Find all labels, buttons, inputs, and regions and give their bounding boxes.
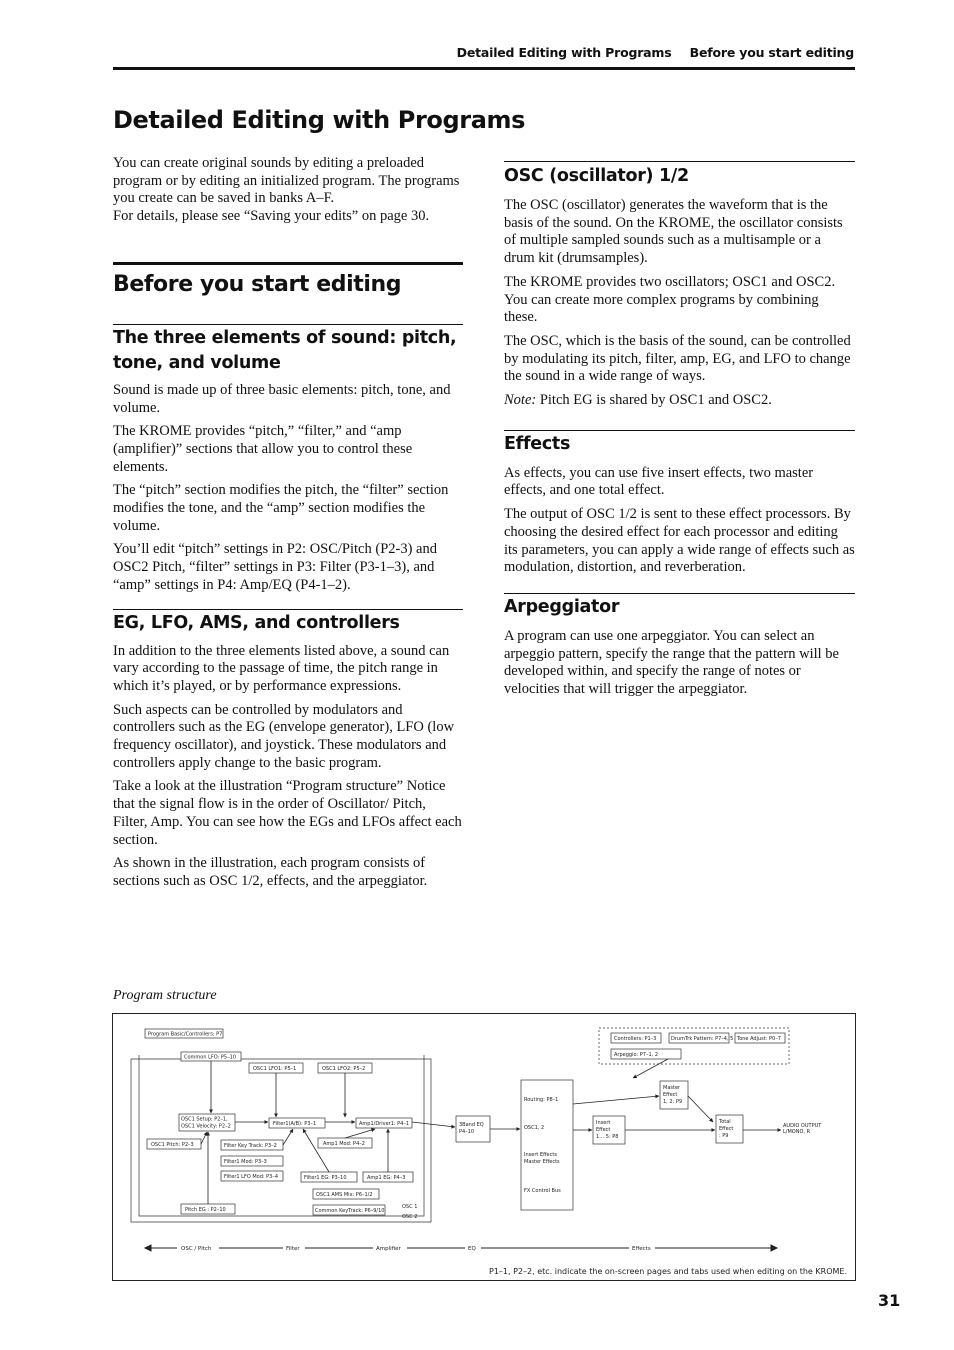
section-filter: Filter [286,1246,300,1252]
running-head-section: Before you start editing [689,45,854,60]
subsection-title-three-elements: The three elements of sound: pitch, tone, and volume [113,327,457,373]
program-basic-box [145,1029,223,1038]
page-number: 31 [878,1291,901,1310]
amp1-eg-box [363,1172,413,1182]
paragraph: Sound is made up of three basic elements: pitch, tone, and volume. [113,381,451,416]
filter1-mod-box [221,1156,283,1166]
filter1-eg-box [301,1172,357,1182]
diagram-svg [113,1014,855,1280]
drumtrk-box [669,1033,733,1043]
note-label: Note: [504,392,537,409]
note [504,392,855,410]
section-effects: Effects [632,1246,651,1252]
common-keytrack-box [313,1205,385,1215]
svg-text:Filter1(A/B): P3–1: Filter1(A/B): P3–1 [273,1121,317,1127]
section-eq: EQ [468,1246,476,1252]
svg-text:Amp1 Mod: P4–2: Amp1 Mod: P4–2 [323,1141,365,1147]
band-eq-box [456,1116,490,1142]
paragraph: A program can use one arpeggiator. You can select an arpeggio pattern, specify the range that the pattern will be developed within, and specify the range of notes or velocities that will trigger the arpeggiator. [504,627,839,698]
subsection-rule [504,593,855,594]
svg-text:FX Control Bus: FX Control Bus [524,1188,561,1194]
svg-text:DrumTrk Pattern: P7–4, 5: DrumTrk Pattern: P7–4, 5 [671,1036,734,1042]
routing-box [521,1080,573,1210]
header-rule [113,67,855,70]
svg-text:OSC1 Velocity: P2–2: OSC1 Velocity: P2–2 [181,1123,231,1130]
svg-text:Arpeggio: P7–1, 2: Arpeggio: P7–1, 2 [614,1052,659,1058]
amp1-box [356,1118,412,1128]
section-osc-pitch: OSC / Pitch [181,1246,212,1252]
svg-text:Master Effects: Master Effects [524,1159,560,1165]
svg-text:Insert: Insert [596,1120,611,1126]
osc1-ams-mix-box [313,1189,379,1199]
svg-text:Filter1 LFO Mod: P3–4: Filter1 LFO Mod: P3–4 [224,1174,279,1180]
total-effect-box [716,1115,743,1143]
svg-text:Effect: Effect [663,1092,678,1098]
svg-text:OSC1 LFO2: P5–2: OSC1 LFO2: P5–2 [322,1066,366,1072]
paragraph: The OSC (oscillator) generates the waveform that is the basis of the sound. On the KROME, the oscillator consists of multiple sampled sounds such as a multisample or a drum kit (drumsamples). [504,197,843,267]
svg-text:Program Basic/Controllers: P7: Program Basic/Controllers: P7 [148,1031,223,1038]
svg-text:3Band EQ: 3Band EQ [459,1122,484,1128]
controllers-box [611,1033,661,1043]
paragraph: The KROME provides “pitch,” “filter,” and “amp (amplifier)” sections that allow you to control these elements. [113,423,413,475]
osc1-setup-box [179,1114,235,1131]
paragraph: The “pitch” section modifies the pitch, the “filter” section modifies the tone, and the “amp” section modifies the volume. [113,482,449,534]
paragraph: In addition to the three elements listed above, a sound can vary according to the passage of time, the pitch range in which it’s played, or by performance expressions. [113,642,450,694]
master-effect-box [660,1081,688,1109]
tone-adjust-box [735,1033,785,1043]
program-structure-diagram [112,1013,856,1281]
svg-text:OSC1 Pitch: P2–3: OSC1 Pitch: P2–3 [151,1142,194,1148]
svg-text:Filter Key Track: P3–2: Filter Key Track: P3–2 [224,1143,277,1149]
osc1-lfo1-box [249,1063,303,1073]
paragraph: You’ll edit “pitch” settings in P2: OSC/Pitch (P2-3) and OSC2 Pitch, “filter” settings in P3: Filter (P3-1–3), and “amp” settings in P4: Amp/EQ (P4-1–2). [113,541,437,593]
paragraph: Such aspects can be controlled by modulators and controllers such as the EG (envelope generator), LFO (low frequency oscillator), and joystick. These modulators and controllers apply change to the basic program. [113,701,455,771]
osc1-pitch-box [147,1139,201,1149]
amp1-mod-box [318,1138,372,1148]
subsection-title-arpeggiator: Arpeggiator [504,596,620,617]
paragraph: As shown in the illustration, each program consists of sections such as OSC 1/2, effects, and the arpeggiator. [113,855,428,889]
section-axis [145,1245,777,1251]
osc2-label: OSC 2 [402,1214,418,1220]
svg-text:Master: Master [663,1085,681,1091]
subsection-title-osc: OSC (oscillator) 1/2 [504,166,689,186]
note-text: Pitch EG is shared by OSC1 and OSC2. [536,392,772,409]
filter1-box [269,1118,325,1128]
page-title: Detailed Editing with Programs [113,106,525,134]
svg-text:P4–10: P4–10 [459,1129,475,1135]
svg-text:OSC1 Setup: P2–1,: OSC1 Setup: P2–1, [181,1116,228,1123]
section-amplifier: Amplifier [376,1246,401,1252]
osc1-frame [139,1055,424,1216]
svg-text:Filter1 EG: P3–10: Filter1 EG: P3–10 [304,1175,347,1181]
paragraph: The KROME provides two oscillators; OSC1 and OSC2. You can create more complex programs by combining these. [504,273,836,326]
audio-output-label: AUDIO OUTPUT [783,1123,822,1129]
insert-effect-box [593,1116,625,1144]
common-lfo-box [181,1052,241,1061]
section-rule [113,262,463,265]
subsection-rule [113,324,463,325]
svg-text:Filter1 Mod: P3–3: Filter1 Mod: P3–3 [224,1159,267,1165]
left-column [113,155,463,897]
svg-text:Common LFO: P5–10: Common LFO: P5–10 [184,1054,236,1061]
filter-key-track-box [221,1140,283,1150]
running-head [113,45,854,67]
filter1-lfo-mod-box [221,1171,283,1181]
figure-caption: Program structure [113,988,217,1003]
svg-text:Amp1/Driver1: P4–1: Amp1/Driver1: P4–1 [359,1121,410,1127]
audio-output-label-2: L/MONO, R [783,1129,811,1135]
svg-text:Total: Total [719,1119,731,1125]
svg-text:Effect: Effect [596,1127,611,1133]
subsection-rule [504,430,855,431]
running-head-chapter: Detailed Editing with Programs [456,45,672,60]
paragraph: Take a look at the illustration “Program structure” Notice that the signal flow is in the order of Oscillator/ Pitch, Filter, Amp. You can see how the EGs and LFOs affect each section. [113,778,462,848]
svg-text:Insert Effects: Insert Effects [524,1152,557,1158]
right-column [504,161,855,705]
svg-text:Effect: Effect [719,1126,734,1132]
svg-text:Routing: P8–1: Routing: P8–1 [524,1097,559,1103]
svg-text:OSC1 AMS Mix: P6–1/2: OSC1 AMS Mix: P6–1/2 [316,1192,373,1198]
intro-paragraph: You can create original sounds by editing a preloaded program or by editing an initialized program. The programs you create can be saved in banks A–F. For details, please see “Saving your edits” on page 30. [113,155,460,225]
svg-text:Controllers: P1–3: Controllers: P1–3 [614,1036,657,1042]
arpeggio-box [611,1049,681,1059]
osc1-label: OSC 1 [402,1204,418,1210]
svg-text:Pitch EG : P2–10: Pitch EG : P2–10 [185,1207,226,1213]
pitch-eg-box [181,1204,235,1214]
subsection-rule [113,609,463,610]
svg-text:OSC1 LFO1: P5–1: OSC1 LFO1: P5–1 [253,1066,297,1072]
svg-text:OSC1, 2: OSC1, 2 [524,1125,545,1131]
signal-flow [201,1059,781,1204]
svg-text:1… 5: P8: 1… 5: P8 [596,1134,619,1140]
paragraph: The output of OSC 1/2 is sent to these effect processors. By choosing the desired effect for each processor and editing its parameters, you can apply a wide range of effects such as modulation, distortion, and reverberation. [504,506,855,576]
subsection-title-effects: Effects [504,433,571,454]
subsection-title-eg-lfo: EG, LFO, AMS, and controllers [113,612,400,633]
svg-text:Common KeyTrack: P6–9/10: Common KeyTrack: P6–9/10 [315,1208,385,1214]
section-title-before-editing: Before you start editing [113,271,402,297]
svg-text:Amp1 EG: P4–3: Amp1 EG: P4–3 [367,1175,406,1181]
paragraph: As effects, you can use five insert effects, two master effects, and one total effect. [504,464,814,499]
diagram-footnote: P1–1, P2–2, etc. indicate the on-screen pages and tabs used when editing on the KROME. [489,1267,847,1276]
osc1-lfo2-box [318,1063,372,1073]
svg-text:: P9: : P9 [719,1133,729,1139]
svg-text:Tone Adjust: P0–7: Tone Adjust: P0–7 [737,1036,781,1042]
svg-text:1, 2: P9: 1, 2: P9 [663,1099,683,1105]
subsection-rule [504,161,855,162]
paragraph: The OSC, which is the basis of the sound, can be controlled by modulating its pitch, filter, amp, EG, and LFO to change the sound in a wide range of ways. [504,332,851,385]
